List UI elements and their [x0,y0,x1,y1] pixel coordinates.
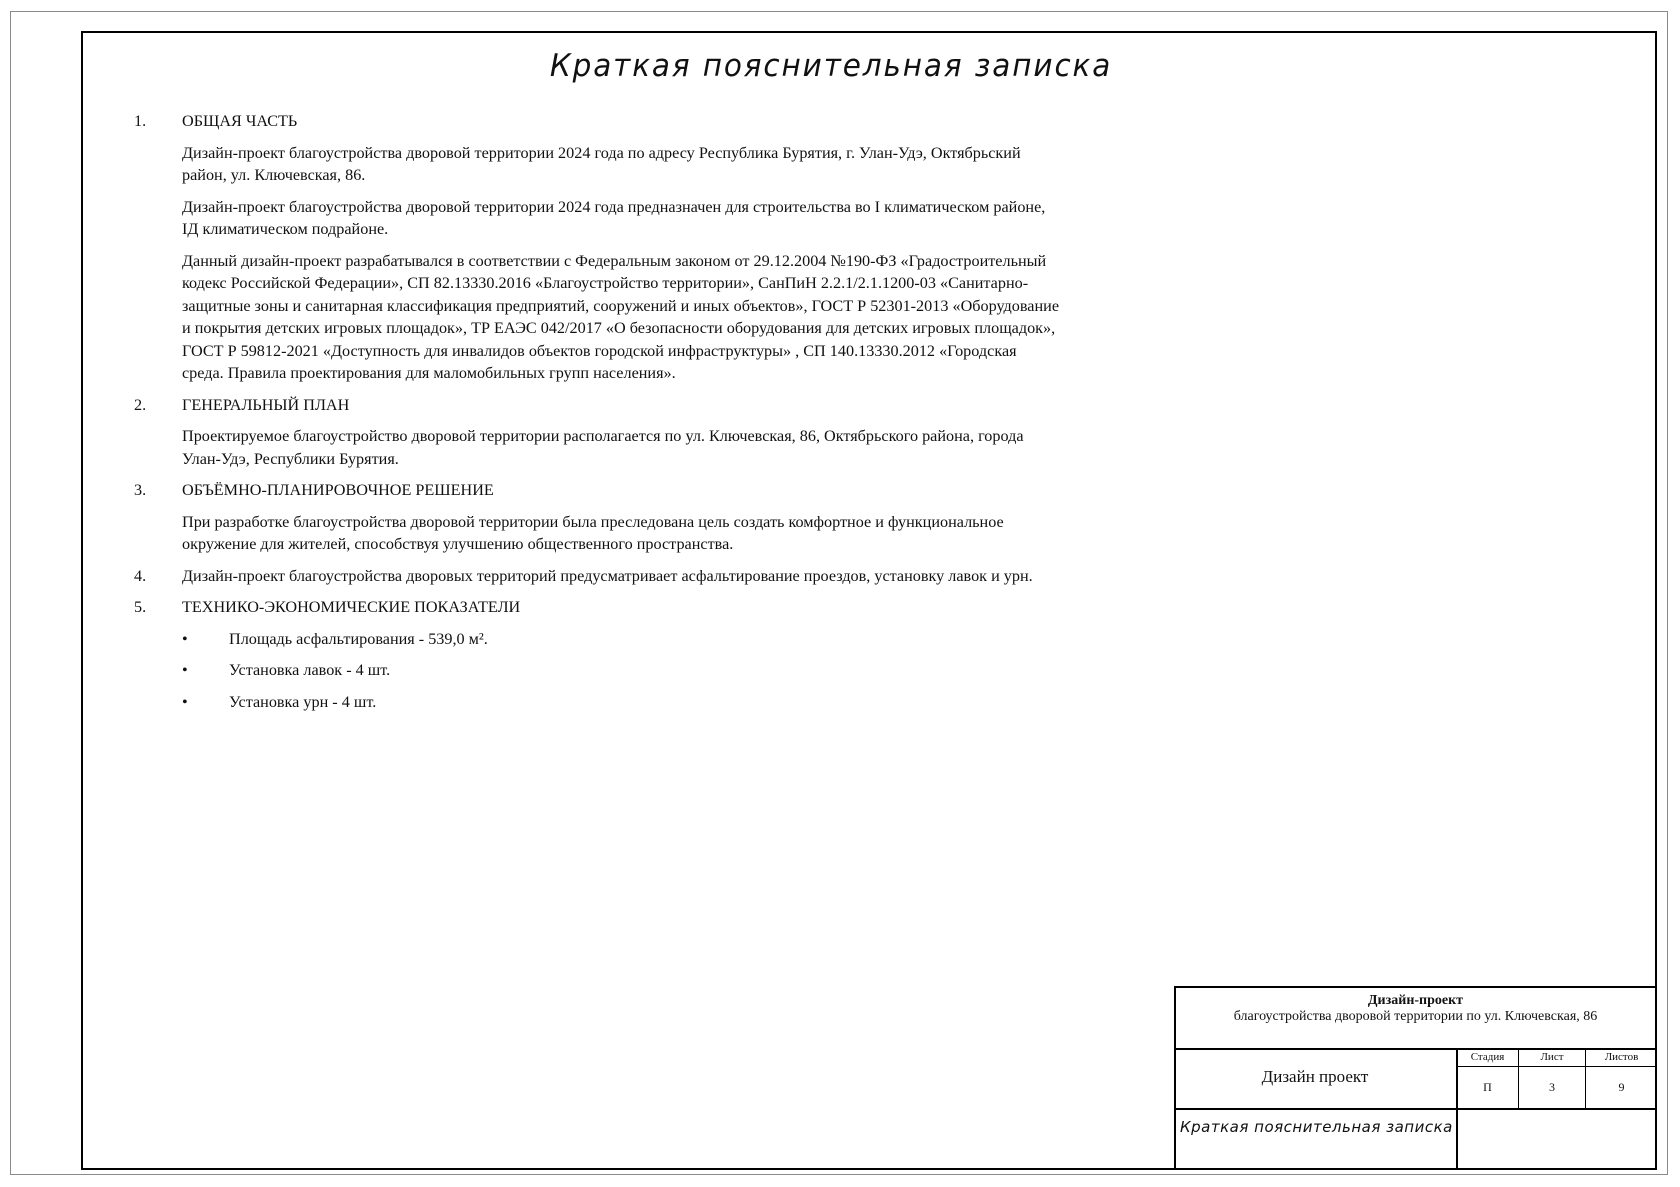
stage-value: П [1483,1080,1492,1094]
section-heading: ТЕХНИКО-ЭКОНОМИЧЕСКИЕ ПОКАЗАТЕЛИ [182,598,521,616]
bullet-icon: • [182,661,188,679]
divider [1456,1066,1657,1067]
project-title: Дизайн-проект [1367,993,1464,1008]
project-caption [1174,993,1657,1025]
section-number: 3. [134,481,147,499]
paragraph: Проектируемое благоустройство дворовой территории располагается по ул. Ключевская, 86, Октябрьского района, города Улан-Удэ, Республики Бурятия. [182,427,1024,468]
section-text: Дизайн-проект благоустройства дворовых территорий предусматривает асфальтирование проездов, установку лавок и урн. [182,566,1033,585]
list-item-text: Установка урн - 4 шт. [229,692,377,711]
project-subtitle: благоустройства дворовой территории по ул. Ключевская, 86 [1233,1009,1598,1024]
col-sheets-label: Листов [1604,1051,1639,1063]
section-4 [134,565,1059,588]
list-item-text: Площадь асфальтирования - 539,0 м². [229,629,488,648]
col-sheet-label: Лист [1540,1051,1564,1063]
document-body [134,110,1059,722]
divider [1174,1108,1657,1110]
section-heading: ОБЩАЯ ЧАСТЬ [182,112,298,130]
stage-name: Дизайн проект [1261,1067,1369,1086]
paragraph: Дизайн-проект благоустройства дворовой территории 2024 года по адресу Республика Бурятия, г. Улан-Удэ, Октябрьский район, ул. Ключевская, 86. [182,143,1021,184]
sheet-value: 3 [1549,1080,1555,1094]
bullet-icon: • [182,692,188,711]
section-1 [134,110,1059,385]
paragraph: Дизайн-проект благоустройства дворовой территории 2024 года предназначен для строительства во I климатическом районе, IД климатическом подрайоне. [182,197,1046,238]
indicator-list [134,628,1059,714]
paragraph: При разработке благоустройства дворовой территории была преследована цель создать комфортное и функциональное окружение для жителей, способствуя улучшению общественного пространства. [182,512,1004,553]
bullet-icon: • [182,629,188,648]
section-heading: ГЕНЕРАЛЬНЫЙ ПЛАН [182,395,350,414]
list-item [134,691,1059,714]
section-number: 2. [134,395,147,414]
list-item [134,659,1059,682]
section-3 [134,479,1059,556]
list-item-text: Установка лавок - 4 шт. [229,661,391,679]
paragraph: Данный дизайн-проект разрабатывался в соответствии с Федеральным законом от 29.12.2004 №190-ФЗ «Градостроительный кодекс Российской Федерации», СП 82.13330.2016 «Благоустройство территории», СанПиН 2.2.1/2.1.1200-03 «Санитарно-защитные зоны и санитарная классификация предприятий, сооружений и иных объектов», ГОСТ Р 52301-2013 «Оборудование и покрытия детских игровых площадок», ТР ЕАЭС 042/2017 «О безопасности оборудования для детских игровых площадок», ГОСТ Р 59812-2021 «Доступность для инвалидов объектов городской инфраструктуры» , СП 140.13330.2012 «Городская среда. Правила проектирования для маломобильных групп населения». [182,251,1059,382]
document-title: Краткая пояснительная записка [549,48,1113,84]
section-number: 4. [134,566,147,585]
section-heading: ОБЪЁМНО-ПЛАНИРОВОЧНОЕ РЕШЕНИЕ [182,481,494,499]
sheet-name: Краткая пояснительная записка [1180,1118,1453,1136]
list-item [134,628,1059,651]
sheets-value: 9 [1618,1080,1625,1094]
section-5 [134,596,1059,713]
section-number: 5. [134,598,147,616]
col-stage-label: Стадия [1470,1051,1505,1063]
section-number: 1. [134,112,147,130]
section-2 [134,394,1059,471]
